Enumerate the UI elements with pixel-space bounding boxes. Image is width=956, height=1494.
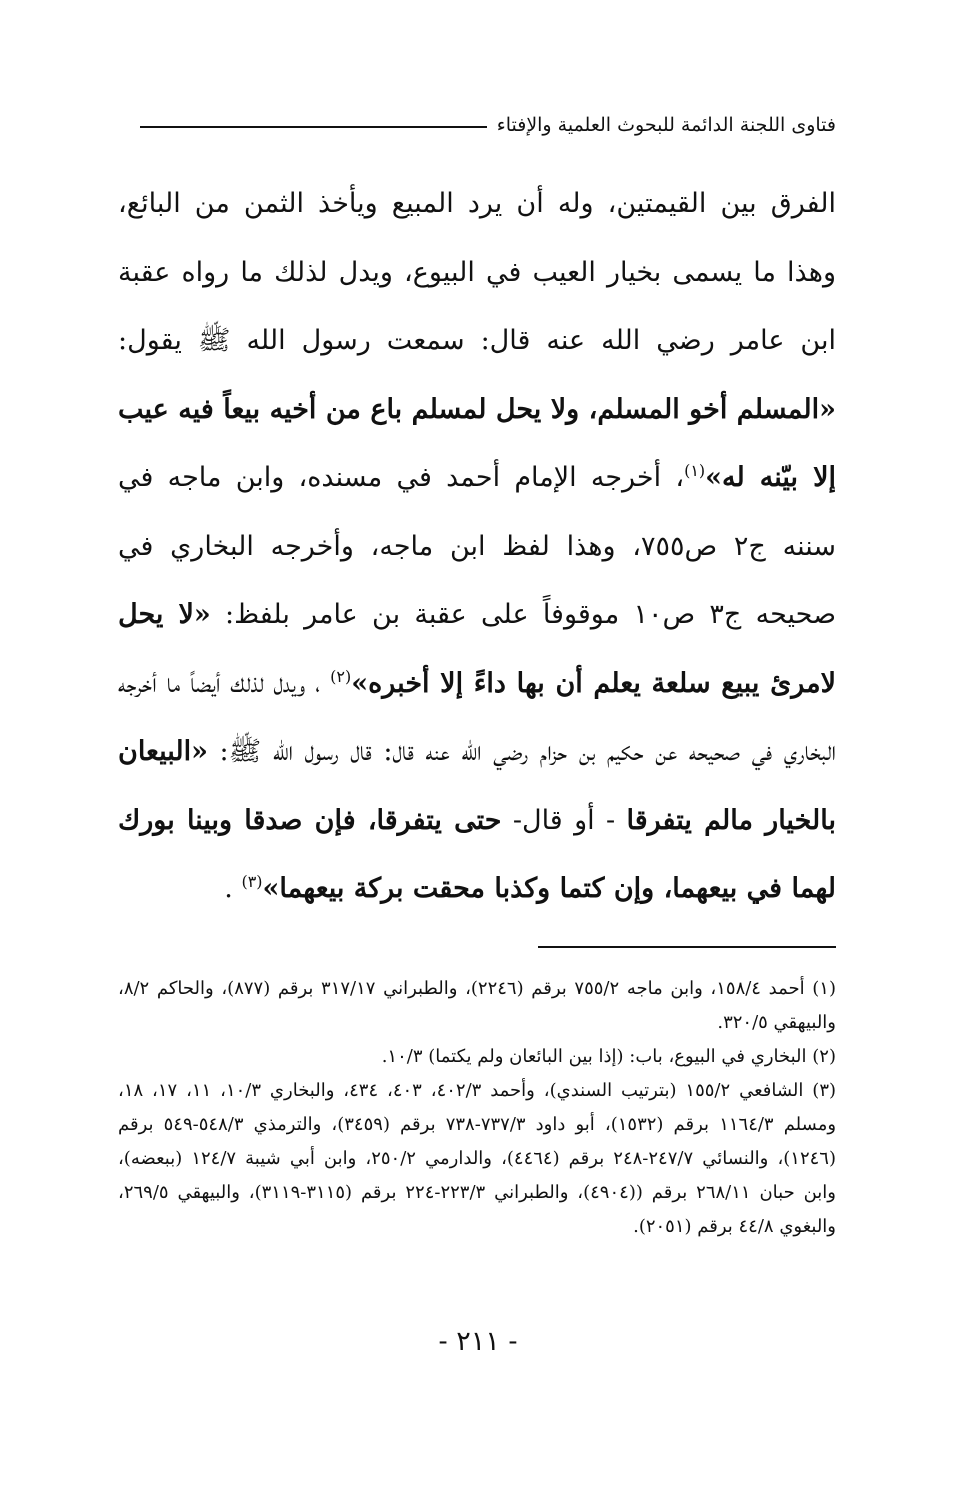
footnotes <box>118 972 836 1244</box>
hadith-quote: «لا يحل لامرئ يبيع سلعة يعلم أن بها داءً إلا أخبره» <box>118 599 836 699</box>
hadith-quote: حتى يتفرقا، فإن صدقا وبينا بورك لهما في بيعهما، وإن كتما وكذبا محقت بركة بيعهما» <box>118 804 836 904</box>
body-text-run: - أو قال- <box>501 804 627 836</box>
footnote-reference: (١) <box>684 461 706 480</box>
body-paragraph <box>118 170 836 924</box>
hadith-quote: «المسلم أخو المسلم، ولا يحل لمسلم باع من أخيه بيعاً فيه عيب إلا بيّنه له» <box>118 393 836 493</box>
running-header-rule <box>140 126 487 128</box>
body-text <box>118 170 836 924</box>
body-text-run: ، ويدل لذلك أيضاً ما أخرجه البخاري في صحيحه عن حكيم بن حزام رضي الله عنه قال: قال رسول الله ﷺ: <box>118 667 836 767</box>
footnote-item: (٢) البخاري في البيوع، باب: (إذا بين البائعان ولم يكتما) ١٠/٣. <box>381 1046 836 1067</box>
body-text-run: . <box>224 873 242 904</box>
body-text-run: الفرق بين القيمتين، وله أن يرد المبيع ويأخذ الثمن من البائع، وهذا ما يسمى بخيار العيب في البيوع، ويدل لذلك ما رواه عقبة ابن عامر رضي الله عنه قال: سمعت رسول الله ﷺ يقول: <box>118 188 836 356</box>
hadith-quote: «البيعان بالخيار مالم يتفرقا <box>118 736 836 836</box>
footnote-reference: (٢) <box>330 666 352 686</box>
footnote-item: (١) أحمد ١٥٨/٤، وابن ماجه ٧٥٥/٢ برقم (٢٢٤٦)، والطبراني ٣١٧/١٧ برقم (٨٧٧)، والحاكم ٨/٢، والبيهقي ٣٢٠/٥. <box>118 978 836 1033</box>
footnote-item: (٣) الشافعي ١٥٥/٢ (بترتيب السندي)، وأحمد ٤٠٢/٣، ٤٠٣، ٤٣٤، والبخاري ١٠/٣، ١١، ١٧، ١٨، ومسلم ١١٦٤/٣ برقم (١٥٣٢)، أبو داود ٧٣٧/٣-٧٣٨ برقم (٣٤٥٩)، والترمذي ٥٤٨/٣-٥٤٩ برقم (١٢٤٦)، والنسائي ٢٤٧/٧-٢٤٨ برقم (٤٤٦٤)، والدارمي ٢٥٠/٢، وابن أبي شيبة ١٢٤/٧ (ببعضه)، وابن حبان ٢٦٨/١١ برقم ((٤٩٠٤)، والطبراني ٢٢٣/٣-٢٢٤ برقم (٣١١٥-٣١١٩)، والبيهقي ٢٦٩/٥، والبغوي ٤٤/٨ برقم (٢٠٥١). <box>118 1080 837 1237</box>
footnote-separator <box>538 946 836 948</box>
running-header-title: فتاوى اللجنة الدائمة للبحوث العلمية والإفتاء <box>496 114 836 136</box>
running-header <box>140 112 836 138</box>
footnote-reference: (٣) <box>241 872 263 891</box>
page-number: - ٢١١ - <box>438 1326 518 1357</box>
body-text-run: ، أخرجه الإمام أحمد في مسنده، وابن ماجه في سننه ج٢ ص٧٥٥، وهذا لفظ ابن ماجه، وأخرجه البخاري في صحيحه ج٣ ص١٠ موقوفاً على عقبة بن عامر بلفظ: <box>118 462 836 630</box>
